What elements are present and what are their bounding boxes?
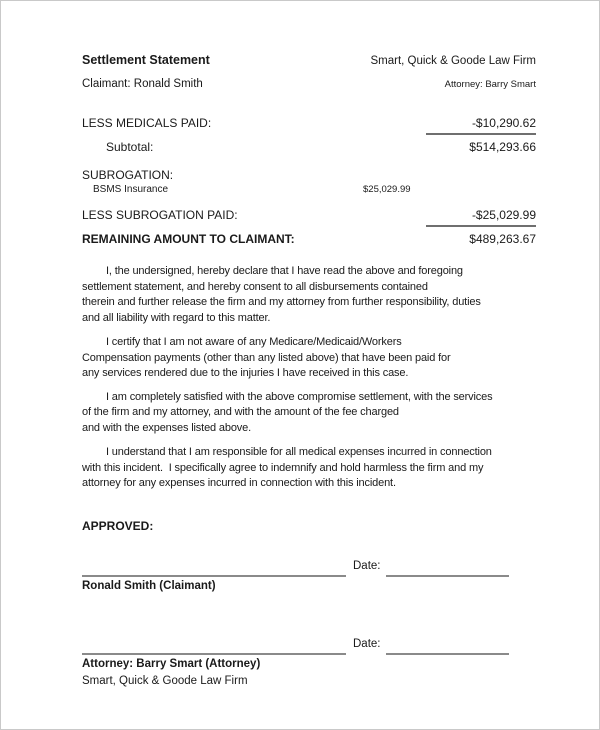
document-subheader — [82, 77, 536, 92]
subrogation-divider-line — [426, 225, 536, 227]
subtotal-label: Subtotal: — [106, 140, 154, 154]
paragraph-line: attorney for any expenses incurred in connection with this incident. — [82, 477, 396, 489]
paragraph-line: I understand that I am responsible for all medical expenses incurred in connection — [106, 446, 492, 458]
attorney-date-label: Date: — [353, 637, 381, 650]
subtotal-row — [82, 140, 536, 155]
claimant-label: Claimant: Ronald Smith — [82, 78, 203, 90]
attorney-date-line — [386, 653, 509, 655]
approved-heading: APPROVED: — [82, 518, 154, 533]
subrogation-item-name: BSMS Insurance — [93, 184, 169, 195]
paragraph-release-declaration — [82, 264, 536, 326]
remaining-amount-label: REMAINING AMOUNT TO CLAIMANT: — [82, 232, 295, 246]
paragraph-line: therein and further release the firm and my attorney from further responsibility, duties — [82, 296, 481, 308]
paragraph-line: of the firm and my attorney, and with the amount of the fee charged — [82, 406, 399, 418]
less-medicals-label: LESS MEDICALS PAID: — [82, 116, 212, 130]
attorney-signature-line — [82, 653, 346, 655]
attorney-firm-name: Smart, Quick & Goode Law Firm — [82, 674, 248, 687]
attorney-label: Attorney: Barry Smart — [444, 79, 536, 90]
paragraph-line: and with the expenses listed above. — [82, 421, 252, 434]
paragraph-line: settlement statement, and hereby consent to all disbursements contained — [82, 280, 428, 293]
subrogation-heading: SUBROGATION: — [82, 168, 174, 182]
paragraph-medical-responsibility — [82, 445, 536, 492]
remaining-amount-value: $489,263.67 — [469, 232, 536, 246]
remaining-amount-row — [82, 232, 536, 247]
less-subrogation-label: LESS SUBROGATION PAID: — [82, 208, 238, 222]
paragraph-line: any services rendered due to the injuries I have received in this case. — [82, 367, 409, 379]
subrogation-heading-row — [82, 168, 536, 183]
claimant-signature-name: Ronald Smith (Claimant) — [82, 579, 216, 592]
claimant-date-label: Date: — [353, 559, 381, 572]
less-subrogation-row — [82, 208, 536, 223]
claimant-date-line — [386, 575, 509, 577]
subrogation-item-amount: $25,029.99 — [363, 184, 411, 195]
medicals-divider-line — [426, 133, 536, 135]
paragraph-satisfaction — [82, 390, 536, 437]
paragraph-line: I, the undersigned, hereby declare that I have read the above and foregoing — [106, 265, 463, 277]
paragraph-line: Compensation payments (other than any listed above) that have been paid for — [82, 351, 451, 364]
less-medicals-row — [82, 116, 536, 131]
claimant-signature-row — [82, 559, 536, 577]
attorney-signature-name: Attorney: Barry Smart (Attorney) — [82, 657, 261, 670]
document-title: Settlement Statement — [82, 53, 210, 67]
less-medicals-amount: -$10,290.62 — [471, 116, 536, 130]
paragraph-line: with this incident. I specifically agree to indemnify and hold harmless the firm and my — [82, 461, 484, 474]
document-header — [82, 53, 536, 69]
firm-name: Smart, Quick & Goode Law Firm — [370, 55, 536, 67]
attorney-signature-row — [82, 637, 536, 655]
claimant-signature-line — [82, 575, 346, 577]
paragraph-line: I certify that I am not aware of any Medicare/Medicaid/Workers — [106, 336, 402, 348]
less-subrogation-amount: -$25,029.99 — [471, 208, 536, 222]
paragraph-line: and all liability with regard to this matter. — [82, 311, 271, 324]
paragraph-medicare-certification — [82, 335, 536, 382]
subrogation-item-row — [82, 184, 536, 196]
subtotal-amount: $514,293.66 — [469, 140, 536, 154]
paragraph-line: I am completely satisfied with the above compromise settlement, with the services — [106, 390, 493, 403]
